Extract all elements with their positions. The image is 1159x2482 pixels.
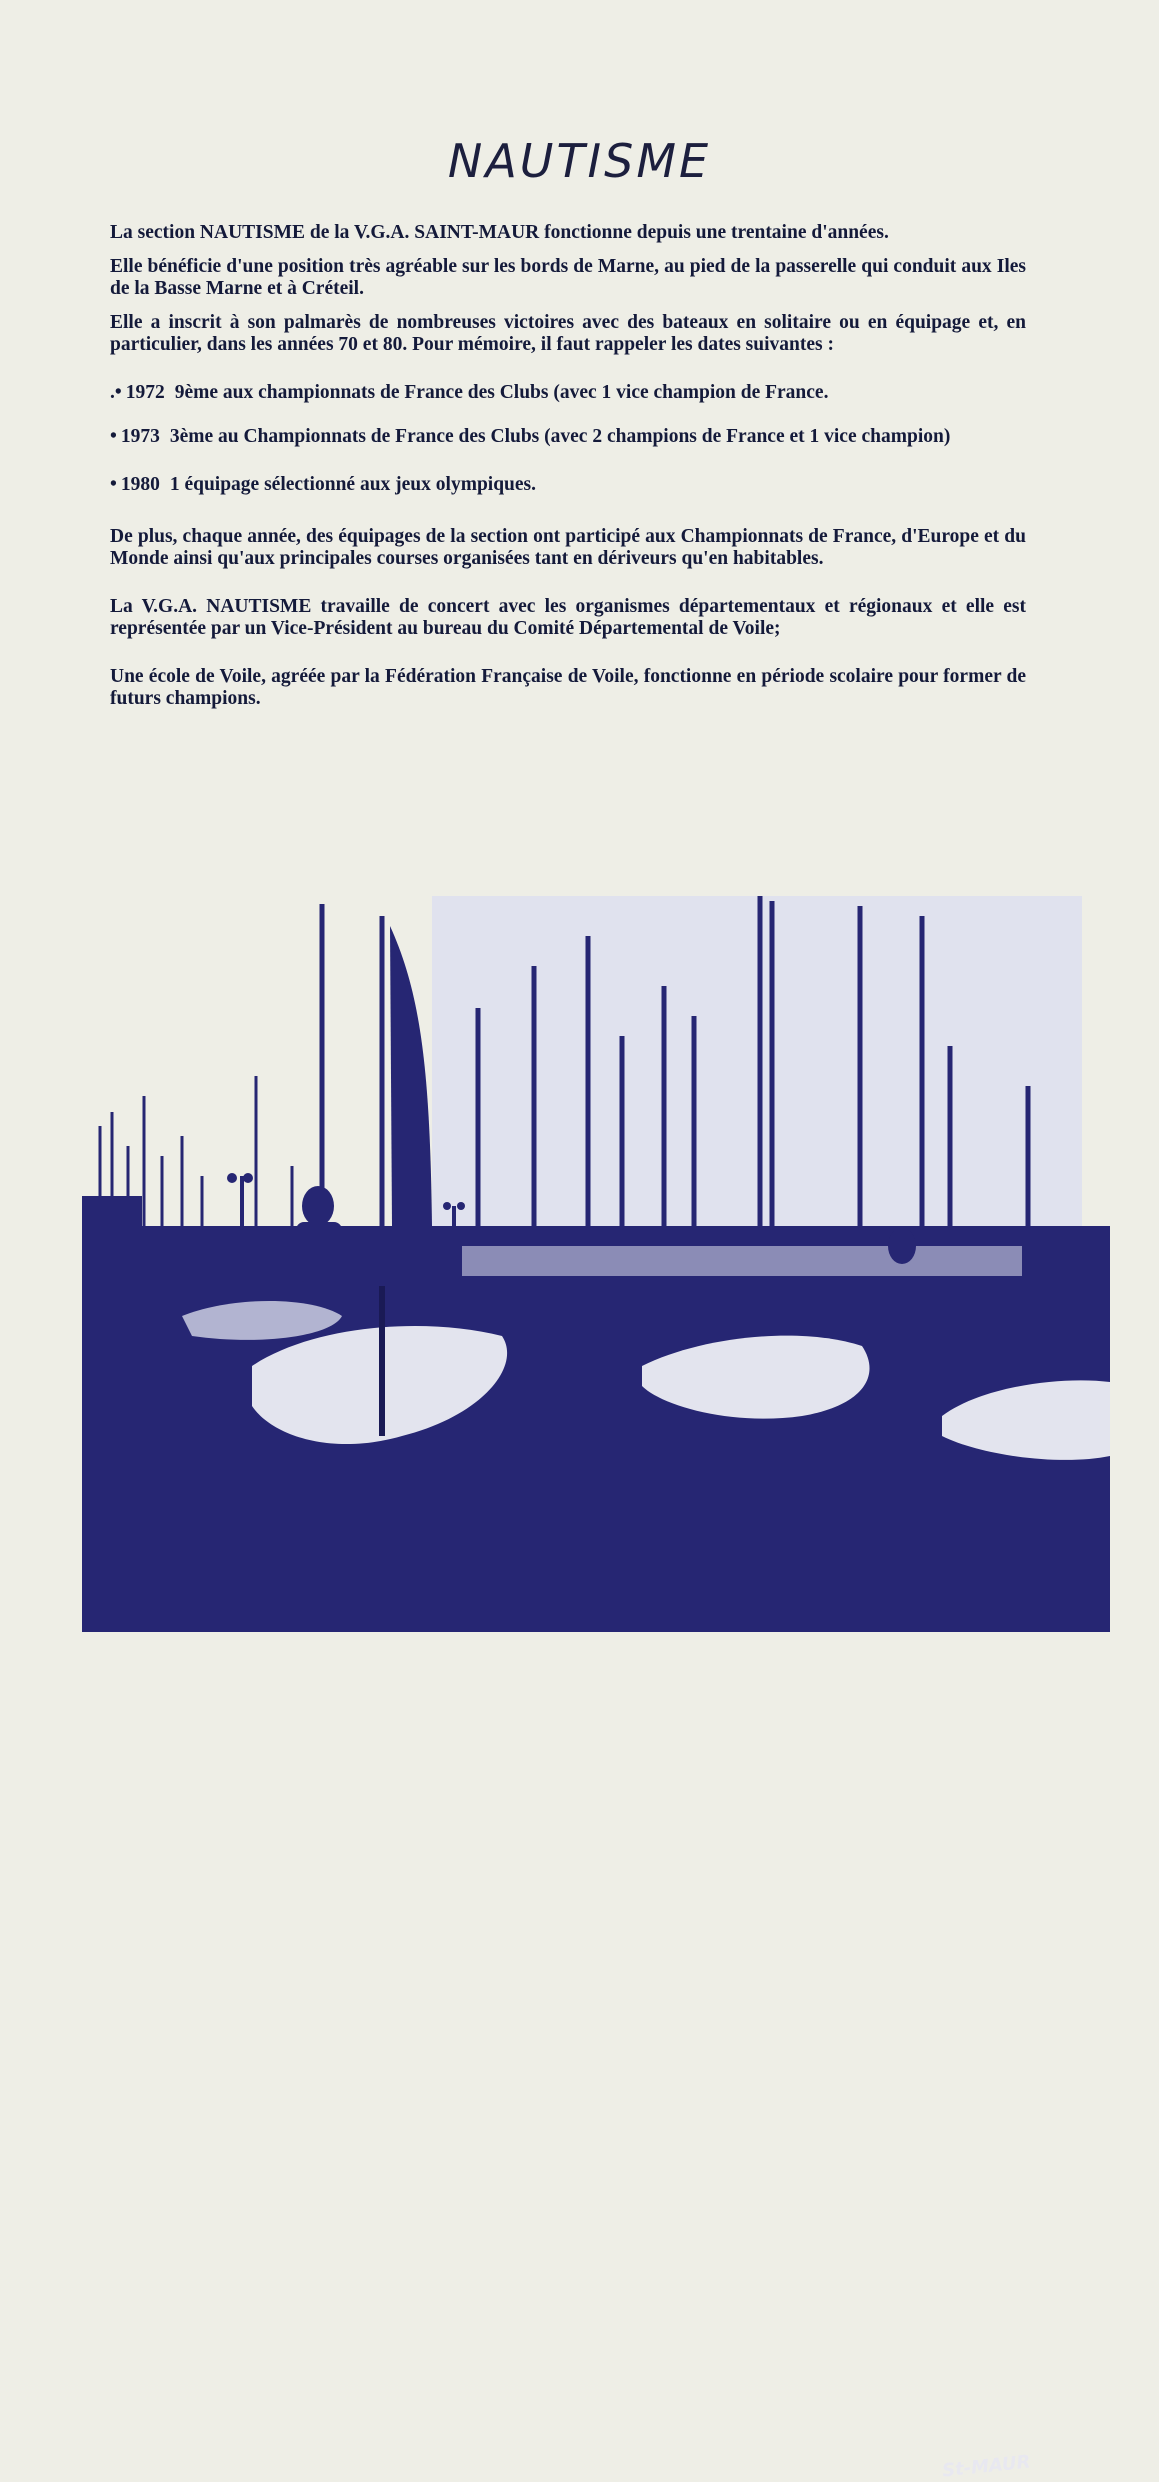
lamp: [443, 1202, 451, 1210]
others-paragraph: De plus, chaque année, des équipages de la section ont participé aux Championnats de France, d'Europe et du Monde ainsi qu'aux principales courses organisées tant en dériveurs qu'en habitables.: [110, 526, 1026, 569]
result-text: 3ème au Championnats de France des Clubs (avec 2 champions de France et 1 vice champion): [169, 426, 951, 447]
article-body: [110, 222, 1026, 710]
person: [888, 1228, 916, 1264]
result-year: 1980: [120, 474, 160, 495]
position-paragraph: Elle bénéficie d'une position très agréable sur les bords de Marne, au pied de la passerelle qui conduit aux Iles de la Basse Marne et à Créteil.: [110, 256, 1026, 299]
harbour-photo: [82, 896, 1110, 2482]
photo-signature: St-MAUR: [941, 2451, 1032, 2482]
lamp: [243, 1173, 253, 1183]
sky: [432, 896, 1082, 1276]
bullet-icon: •: [110, 474, 117, 495]
result-text: 1 équipage sélectionné aux jeux olympiques.: [169, 474, 537, 495]
intro-paragraph: La section NAUTISME de la V.G.A. SAINT-MAUR fonctionne depuis une trentaine d'années.: [110, 222, 889, 243]
result-item: [110, 426, 1026, 448]
result-item: [110, 474, 1026, 496]
result-year: 1973: [120, 426, 160, 447]
person: [302, 1186, 334, 1226]
lamp: [457, 1202, 465, 1210]
page-title: NAUTISME: [447, 133, 712, 188]
lamp: [227, 1173, 237, 1183]
cooperation-paragraph: La V.G.A. NAUTISME travaille de concert avec les organismes départementaux et régionaux et elle est représentée par un Vice-Président au bureau du Comité Départemental de Voile;: [110, 596, 1026, 639]
school-paragraph: Une école de Voile, agréée par la Fédération Française de Voile, fonctionne en période scolaire pour former de futurs champions.: [110, 666, 1026, 709]
result-item: [110, 382, 1026, 404]
water-reflection: [462, 1246, 1022, 1276]
bullet-icon: •: [110, 426, 117, 447]
result-year: 1972: [125, 382, 165, 403]
palmares-paragraph: Elle a inscrit à son palmarès de nombreuses victoires avec des bateaux en solitaire ou en équipage et, en particulier, dans les années 70 et 80. Pour mémoire, il faut rappeler les dates suivantes :: [110, 312, 1026, 355]
person: [296, 1222, 342, 1282]
bullet-icon: .•: [110, 382, 122, 403]
result-text: 9ème aux championnats de France des Clubs (avec 1 vice champion de France.: [174, 382, 829, 403]
harbour-photo-illustration: [82, 896, 1110, 1632]
